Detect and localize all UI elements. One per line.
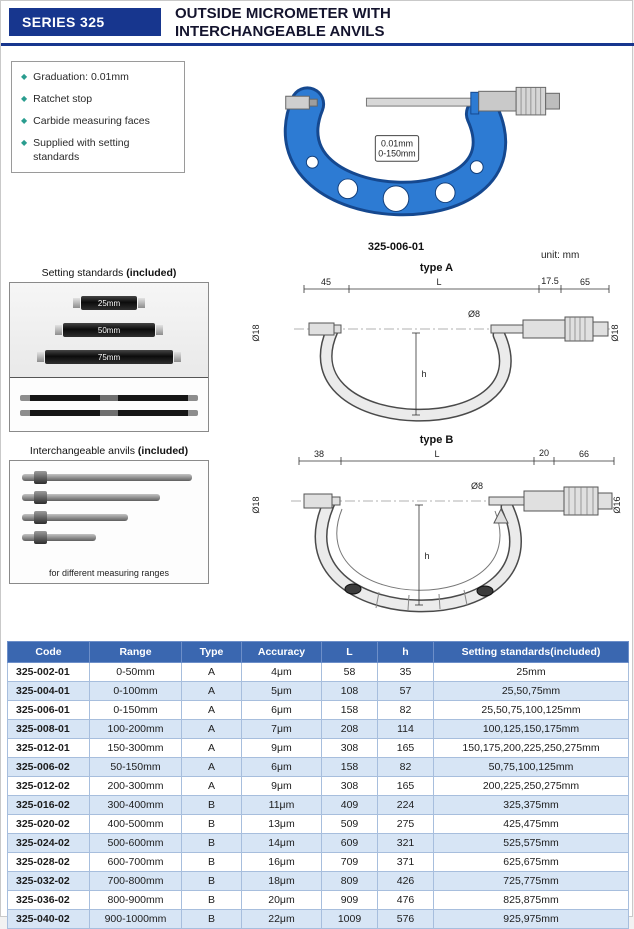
- column-header: L: [322, 642, 378, 663]
- table-row: [8, 834, 629, 853]
- dim-label: 20: [538, 448, 550, 458]
- features-box: [11, 61, 185, 173]
- dim-label: 17.5: [541, 276, 559, 286]
- dim-label: Ø8: [470, 481, 484, 491]
- code-cell: 325-040-02: [8, 910, 90, 929]
- table-cell: 308: [322, 777, 378, 796]
- table-row: [8, 872, 629, 891]
- table-cell: B: [182, 834, 242, 853]
- table-cell: 158: [322, 701, 378, 720]
- feature-item: [19, 93, 177, 106]
- code-cell: 325-028-02: [8, 853, 90, 872]
- dim-label: 66: [578, 449, 590, 459]
- dim-label: 45: [320, 277, 332, 287]
- table-cell: 825,875mm: [434, 891, 629, 910]
- setting-standard-label: 50mm: [97, 325, 121, 335]
- column-header: Accuracy: [242, 642, 322, 663]
- frame-hole: [383, 186, 409, 212]
- table-cell: 0-100mm: [90, 682, 182, 701]
- table-cell: 114: [378, 720, 434, 739]
- dim-label: Ø18: [610, 324, 620, 342]
- dim-label: L: [436, 277, 442, 287]
- thimble: [565, 317, 593, 341]
- table-row: [8, 720, 629, 739]
- features-list: [19, 71, 177, 164]
- table-cell: 25,50,75mm: [434, 682, 629, 701]
- code-cell: 325-024-02: [8, 834, 90, 853]
- table-cell: 400-500mm: [90, 815, 182, 834]
- setting-standard-label: 25mm: [97, 298, 121, 308]
- table-cell: 476: [378, 891, 434, 910]
- table-cell: 0-50mm: [90, 663, 182, 682]
- column-header: h: [378, 642, 434, 663]
- table-cell: 14μm: [242, 834, 322, 853]
- dim-label: Ø16: [612, 496, 622, 514]
- feature-item: [19, 71, 177, 84]
- spindle: [491, 325, 523, 333]
- title-line-1: OUTSIDE MICROMETER WITH: [175, 5, 391, 22]
- table-cell: 82: [378, 701, 434, 720]
- plate-text: 0.01mm: [380, 138, 413, 149]
- anvil-rod: [22, 514, 128, 521]
- feature-text: Ratchet stop: [33, 93, 93, 106]
- diamond-bullet-icon: ◆: [21, 138, 28, 148]
- sleeve: [524, 491, 564, 511]
- title-line-2: INTERCHANGEABLE ANVILS: [175, 23, 385, 40]
- anvil-rod: [22, 474, 192, 481]
- feature-text: Supplied with setting standards: [33, 137, 130, 163]
- dim-label: Ø18: [251, 496, 261, 514]
- insulated-grip: [477, 586, 493, 596]
- table-cell: 100-200mm: [90, 720, 182, 739]
- type-a-title: type A: [419, 262, 454, 274]
- table-cell: 25,50,75,100,125mm: [434, 701, 629, 720]
- product-image: [226, 47, 566, 239]
- table-cell: 82: [378, 758, 434, 777]
- table-cell: 1009: [322, 910, 378, 929]
- table-cell: 18μm: [242, 872, 322, 891]
- code-cell: 325-012-01: [8, 739, 90, 758]
- table-cell: 0-150mm: [90, 701, 182, 720]
- table-cell: 57: [378, 682, 434, 701]
- table-cell: 509: [322, 815, 378, 834]
- setting-standards-bars: [10, 283, 208, 378]
- type-b-title: type B: [419, 434, 454, 446]
- anvil: [309, 323, 334, 335]
- code-cell: 325-036-02: [8, 891, 90, 910]
- ratchet-stop: [593, 322, 608, 336]
- anvil-rod: [22, 534, 96, 541]
- code-cell: 325-032-02: [8, 872, 90, 891]
- table-cell: 909: [322, 891, 378, 910]
- table-cell: 6μm: [242, 701, 322, 720]
- table-cell: 925,975mm: [434, 910, 629, 929]
- column-header: Range: [90, 642, 182, 663]
- table-cell: A: [182, 701, 242, 720]
- table-cell: 22μm: [242, 910, 322, 929]
- setting-standards-image: [9, 282, 209, 432]
- micrometer-illustration: [226, 47, 566, 239]
- code-cell: 325-006-02: [8, 758, 90, 777]
- table-cell: 50-150mm: [90, 758, 182, 777]
- table-cell: 224: [378, 796, 434, 815]
- spec-table-header-row: [8, 642, 629, 663]
- spindle: [366, 98, 472, 106]
- dim-label: 38: [313, 449, 325, 459]
- table-cell: 9μm: [242, 739, 322, 758]
- dim-label: h: [421, 369, 427, 379]
- diamond-bullet-icon: ◆: [21, 116, 28, 126]
- spec-table: [7, 641, 629, 929]
- frame-hole: [435, 183, 455, 203]
- anvils-title-included: (included): [137, 445, 189, 457]
- series-badge: [9, 8, 161, 36]
- table-cell: A: [182, 720, 242, 739]
- frame-hole: [470, 161, 483, 174]
- table-cell: B: [182, 910, 242, 929]
- table-cell: 208: [322, 720, 378, 739]
- table-cell: 525,575mm: [434, 834, 629, 853]
- code-cell: 325-002-01: [8, 663, 90, 682]
- table-row: [8, 815, 629, 834]
- code-cell: 325-016-02: [8, 796, 90, 815]
- table-cell: B: [182, 853, 242, 872]
- setting-standards-title-text: Setting standards: [41, 267, 127, 279]
- table-cell: 200-300mm: [90, 777, 182, 796]
- table-cell: 308: [322, 739, 378, 758]
- table-cell: 58: [322, 663, 378, 682]
- table-cell: A: [182, 663, 242, 682]
- table-cell: 426: [378, 872, 434, 891]
- table-cell: A: [182, 682, 242, 701]
- table-cell: 800-900mm: [90, 891, 182, 910]
- table-cell: 4μm: [242, 663, 322, 682]
- table-cell: 371: [378, 853, 434, 872]
- table-cell: 165: [378, 739, 434, 758]
- code-cell: 325-008-01: [8, 720, 90, 739]
- table-cell: 600-700mm: [90, 853, 182, 872]
- table-cell: 165: [378, 777, 434, 796]
- column-header: Code: [8, 642, 90, 663]
- setting-standard-bar: [63, 323, 155, 337]
- table-cell: B: [182, 891, 242, 910]
- column-header: Type: [182, 642, 242, 663]
- setting-standards-title: [9, 267, 209, 279]
- setting-standards-rods: [10, 378, 208, 416]
- table-cell: 16μm: [242, 853, 322, 872]
- table-cell: 625,675mm: [434, 853, 629, 872]
- table-row: [8, 796, 629, 815]
- product-code-label: 325-006-01: [367, 241, 425, 253]
- frame-hole: [338, 179, 358, 199]
- table-cell: 158: [322, 758, 378, 777]
- anvil: [304, 494, 332, 508]
- table-cell: 325,375mm: [434, 796, 629, 815]
- anvils-caption: for different measuring ranges: [49, 568, 169, 578]
- table-cell: B: [182, 796, 242, 815]
- code-cell: 325-004-01: [8, 682, 90, 701]
- code-cell: 325-020-02: [8, 815, 90, 834]
- type-b-diagram: [249, 447, 624, 635]
- table-cell: 7μm: [242, 720, 322, 739]
- table-cell: 809: [322, 872, 378, 891]
- table-cell: 609: [322, 834, 378, 853]
- table-cell: 20μm: [242, 891, 322, 910]
- table-cell: 500-600mm: [90, 834, 182, 853]
- sleeve: [479, 91, 516, 111]
- table-cell: 576: [378, 910, 434, 929]
- unit-label: unit: mm: [541, 250, 580, 261]
- anvils-title-text: Interchangeable anvils: [29, 445, 138, 457]
- table-cell: 425,475mm: [434, 815, 629, 834]
- table-cell: 100,125,150,175mm: [434, 720, 629, 739]
- table-cell: 300-400mm: [90, 796, 182, 815]
- table-cell: 700-800mm: [90, 872, 182, 891]
- feature-item: [19, 137, 177, 163]
- table-cell: 9μm: [242, 777, 322, 796]
- setting-standard-label: 75mm: [97, 352, 121, 362]
- diamond-bullet-icon: ◆: [21, 72, 28, 81]
- diamond-bullet-icon: ◆: [21, 94, 28, 104]
- setting-standard-bar: [45, 350, 173, 364]
- series-label: SERIES 325: [22, 14, 105, 30]
- table-row: [8, 701, 629, 720]
- anvils-title: [9, 445, 209, 457]
- table-cell: 13μm: [242, 815, 322, 834]
- dim-label: Ø18: [251, 324, 261, 342]
- insulated-grip: [345, 584, 361, 594]
- table-row: [8, 682, 629, 701]
- table-cell: 25mm: [434, 663, 629, 682]
- anvils-image: [9, 460, 209, 584]
- dim-label: Ø8: [467, 309, 481, 319]
- frame-hole: [306, 156, 318, 168]
- setting-standards-title-included: (included): [126, 267, 177, 279]
- feature-text: Graduation: 0.01mm: [33, 71, 129, 83]
- table-cell: 150-300mm: [90, 739, 182, 758]
- table-cell: 108: [322, 682, 378, 701]
- spindle: [489, 497, 524, 505]
- table-row: [8, 891, 629, 910]
- table-row: [8, 758, 629, 777]
- table-cell: 50,75,100,125mm: [434, 758, 629, 777]
- table-cell: A: [182, 758, 242, 777]
- spec-table-body: [8, 663, 629, 929]
- dim-label: 65: [579, 277, 591, 287]
- feature-item: [19, 115, 177, 128]
- dim-label: L: [434, 449, 440, 459]
- anvil: [286, 96, 310, 109]
- setting-rod: [20, 395, 198, 401]
- type-a-diagram: [249, 275, 624, 433]
- table-row: [8, 777, 629, 796]
- anvil-rod: [22, 494, 160, 501]
- table-cell: 11μm: [242, 796, 322, 815]
- sleeve: [523, 320, 565, 338]
- table-cell: 200,225,250,275mm: [434, 777, 629, 796]
- plate-text: 0-150mm: [378, 148, 416, 159]
- table-row: [8, 853, 629, 872]
- page-title: [175, 5, 391, 41]
- code-cell: 325-006-01: [8, 701, 90, 720]
- table-cell: 725,775mm: [434, 872, 629, 891]
- table-cell: 150,175,200,225,250,275mm: [434, 739, 629, 758]
- table-cell: 409: [322, 796, 378, 815]
- feature-text: Carbide measuring faces: [33, 115, 150, 128]
- table-row: [8, 663, 629, 682]
- code-cell: 325-012-02: [8, 777, 90, 796]
- column-header: Setting standards(included): [434, 642, 629, 663]
- table-cell: A: [182, 777, 242, 796]
- ratchet-stop: [546, 93, 560, 109]
- table-cell: A: [182, 739, 242, 758]
- table-cell: 900-1000mm: [90, 910, 182, 929]
- table-cell: 321: [378, 834, 434, 853]
- dim-label: h: [424, 551, 430, 561]
- table-cell: B: [182, 815, 242, 834]
- table-cell: 5μm: [242, 682, 322, 701]
- ratchet-stop: [598, 493, 612, 509]
- setting-rod: [20, 410, 198, 416]
- table-cell: 709: [322, 853, 378, 872]
- table-row: [8, 910, 629, 929]
- header-divider: [1, 43, 634, 46]
- setting-standard-bar: [81, 296, 137, 310]
- table-cell: 6μm: [242, 758, 322, 777]
- table-cell: B: [182, 872, 242, 891]
- table-cell: 35: [378, 663, 434, 682]
- table-row: [8, 739, 629, 758]
- table-cell: 275: [378, 815, 434, 834]
